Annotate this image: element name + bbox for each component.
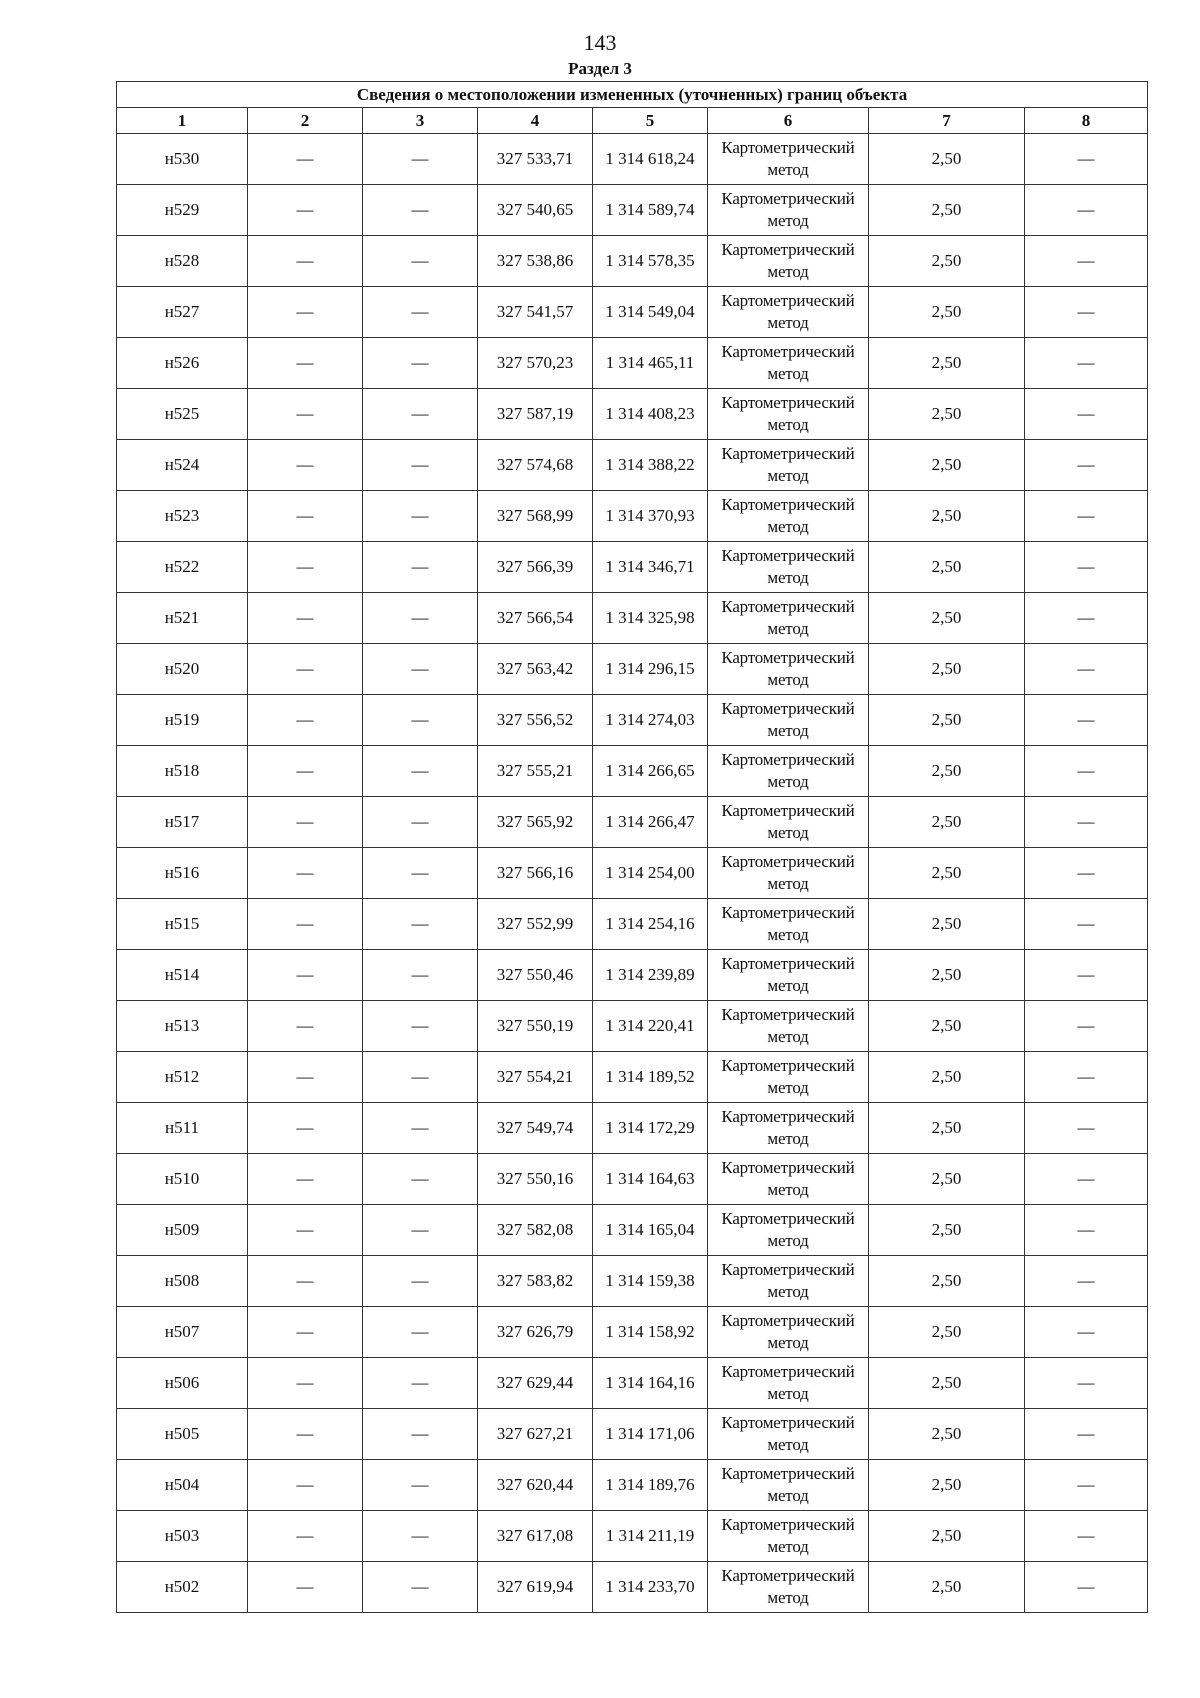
dash-cell: — — [248, 848, 363, 899]
dash-cell: — — [248, 338, 363, 389]
y-coordinate-cell: 1 314 159,38 — [593, 1256, 708, 1307]
method-cell: Картометрический метод — [708, 1154, 869, 1205]
point-id-cell: н520 — [117, 644, 248, 695]
point-id-cell: н523 — [117, 491, 248, 542]
dash-cell: — — [363, 1562, 478, 1613]
point-id-cell: н524 — [117, 440, 248, 491]
table-caption-row — [117, 82, 1148, 108]
x-coordinate-cell: 327 574,68 — [478, 440, 593, 491]
dash-cell: — — [1025, 1562, 1148, 1613]
dash-cell: — — [1025, 287, 1148, 338]
dash-cell: — — [1025, 746, 1148, 797]
column-header: 8 — [1025, 108, 1148, 134]
point-id-cell: н514 — [117, 950, 248, 1001]
y-coordinate-cell: 1 314 589,74 — [593, 185, 708, 236]
y-coordinate-cell: 1 314 165,04 — [593, 1205, 708, 1256]
method-cell: Картометрический метод — [708, 950, 869, 1001]
y-coordinate-cell: 1 314 164,16 — [593, 1358, 708, 1409]
method-cell: Картометрический метод — [708, 1103, 869, 1154]
table-row — [117, 1409, 1148, 1460]
table-row — [117, 899, 1148, 950]
point-id-cell: н511 — [117, 1103, 248, 1154]
dash-cell: — — [363, 185, 478, 236]
y-coordinate-cell: 1 314 239,89 — [593, 950, 708, 1001]
dash-cell: — — [248, 1307, 363, 1358]
point-id-cell: н516 — [117, 848, 248, 899]
table-row — [117, 1358, 1148, 1409]
table-row — [117, 542, 1148, 593]
point-id-cell: н506 — [117, 1358, 248, 1409]
dash-cell: — — [248, 797, 363, 848]
x-coordinate-cell: 327 556,52 — [478, 695, 593, 746]
accuracy-cell: 2,50 — [869, 1052, 1025, 1103]
method-cell: Картометрический метод — [708, 1052, 869, 1103]
method-cell: Картометрический метод — [708, 695, 869, 746]
accuracy-cell: 2,50 — [869, 797, 1025, 848]
method-cell: Картометрический метод — [708, 1511, 869, 1562]
table-row — [117, 644, 1148, 695]
x-coordinate-cell: 327 552,99 — [478, 899, 593, 950]
accuracy-cell: 2,50 — [869, 848, 1025, 899]
dash-cell: — — [1025, 644, 1148, 695]
point-id-cell: н517 — [117, 797, 248, 848]
dash-cell: — — [1025, 491, 1148, 542]
dash-cell: — — [363, 1103, 478, 1154]
dash-cell: — — [1025, 1001, 1148, 1052]
x-coordinate-cell: 327 626,79 — [478, 1307, 593, 1358]
accuracy-cell: 2,50 — [869, 899, 1025, 950]
dash-cell: — — [363, 389, 478, 440]
dash-cell: — — [1025, 389, 1148, 440]
table-row — [117, 1511, 1148, 1562]
dash-cell: — — [248, 1460, 363, 1511]
accuracy-cell: 2,50 — [869, 542, 1025, 593]
method-cell: Картометрический метод — [708, 899, 869, 950]
table-row — [117, 1460, 1148, 1511]
x-coordinate-cell: 327 563,42 — [478, 644, 593, 695]
y-coordinate-cell: 1 314 618,24 — [593, 134, 708, 185]
point-id-cell: н528 — [117, 236, 248, 287]
y-coordinate-cell: 1 314 266,65 — [593, 746, 708, 797]
y-coordinate-cell: 1 314 346,71 — [593, 542, 708, 593]
accuracy-cell: 2,50 — [869, 644, 1025, 695]
y-coordinate-cell: 1 314 296,15 — [593, 644, 708, 695]
point-id-cell: н510 — [117, 1154, 248, 1205]
y-coordinate-cell: 1 314 233,70 — [593, 1562, 708, 1613]
method-cell: Картометрический метод — [708, 491, 869, 542]
x-coordinate-cell: 327 627,21 — [478, 1409, 593, 1460]
dash-cell: — — [363, 797, 478, 848]
x-coordinate-cell: 327 554,21 — [478, 1052, 593, 1103]
dash-cell: — — [248, 1154, 363, 1205]
accuracy-cell: 2,50 — [869, 491, 1025, 542]
x-coordinate-cell: 327 619,94 — [478, 1562, 593, 1613]
dash-cell: — — [363, 1409, 478, 1460]
table-row — [117, 950, 1148, 1001]
x-coordinate-cell: 327 550,19 — [478, 1001, 593, 1052]
method-cell: Картометрический метод — [708, 1001, 869, 1052]
column-header: 4 — [478, 108, 593, 134]
y-coordinate-cell: 1 314 171,06 — [593, 1409, 708, 1460]
point-id-cell: н522 — [117, 542, 248, 593]
dash-cell: — — [1025, 1205, 1148, 1256]
point-id-cell: н513 — [117, 1001, 248, 1052]
dash-cell: — — [363, 440, 478, 491]
point-id-cell: н512 — [117, 1052, 248, 1103]
dash-cell: — — [1025, 899, 1148, 950]
accuracy-cell: 2,50 — [869, 1154, 1025, 1205]
dash-cell: — — [1025, 695, 1148, 746]
x-coordinate-cell: 327 550,46 — [478, 950, 593, 1001]
y-coordinate-cell: 1 314 189,52 — [593, 1052, 708, 1103]
accuracy-cell: 2,50 — [869, 440, 1025, 491]
dash-cell: — — [248, 1511, 363, 1562]
method-cell: Картометрический метод — [708, 389, 869, 440]
method-cell: Картометрический метод — [708, 593, 869, 644]
x-coordinate-cell: 327 533,71 — [478, 134, 593, 185]
dash-cell: — — [363, 236, 478, 287]
dash-cell: — — [248, 134, 363, 185]
accuracy-cell: 2,50 — [869, 1103, 1025, 1154]
dash-cell: — — [363, 287, 478, 338]
y-coordinate-cell: 1 314 274,03 — [593, 695, 708, 746]
x-coordinate-cell: 327 629,44 — [478, 1358, 593, 1409]
table-row — [117, 1256, 1148, 1307]
y-coordinate-cell: 1 314 254,00 — [593, 848, 708, 899]
method-cell: Картометрический метод — [708, 848, 869, 899]
dash-cell: — — [1025, 593, 1148, 644]
method-cell: Картометрический метод — [708, 644, 869, 695]
point-id-cell: н529 — [117, 185, 248, 236]
dash-cell: — — [1025, 1154, 1148, 1205]
dash-cell: — — [248, 695, 363, 746]
point-id-cell: н503 — [117, 1511, 248, 1562]
point-id-cell: н504 — [117, 1460, 248, 1511]
table-row — [117, 338, 1148, 389]
point-id-cell: н525 — [117, 389, 248, 440]
y-coordinate-cell: 1 314 172,29 — [593, 1103, 708, 1154]
accuracy-cell: 2,50 — [869, 1562, 1025, 1613]
point-id-cell: н508 — [117, 1256, 248, 1307]
method-cell: Картометрический метод — [708, 542, 869, 593]
y-coordinate-cell: 1 314 408,23 — [593, 389, 708, 440]
table-row — [117, 287, 1148, 338]
y-coordinate-cell: 1 314 465,11 — [593, 338, 708, 389]
dash-cell: — — [363, 1358, 478, 1409]
dash-cell: — — [248, 389, 363, 440]
table-row — [117, 695, 1148, 746]
method-cell: Картометрический метод — [708, 746, 869, 797]
dash-cell: — — [1025, 185, 1148, 236]
boundary-coordinates-table — [116, 81, 1148, 1613]
method-cell: Картометрический метод — [708, 1460, 869, 1511]
dash-cell: — — [363, 1205, 478, 1256]
dash-cell: — — [248, 287, 363, 338]
dash-cell: — — [363, 1001, 478, 1052]
x-coordinate-cell: 327 617,08 — [478, 1511, 593, 1562]
table-row — [117, 746, 1148, 797]
x-coordinate-cell: 327 540,65 — [478, 185, 593, 236]
accuracy-cell: 2,50 — [869, 1460, 1025, 1511]
y-coordinate-cell: 1 314 158,92 — [593, 1307, 708, 1358]
x-coordinate-cell: 327 555,21 — [478, 746, 593, 797]
dash-cell: — — [1025, 1052, 1148, 1103]
dash-cell: — — [248, 1409, 363, 1460]
dash-cell: — — [363, 1256, 478, 1307]
x-coordinate-cell: 327 538,86 — [478, 236, 593, 287]
y-coordinate-cell: 1 314 325,98 — [593, 593, 708, 644]
table-row — [117, 1154, 1148, 1205]
point-id-cell: н505 — [117, 1409, 248, 1460]
table-row — [117, 1052, 1148, 1103]
table-row — [117, 134, 1148, 185]
y-coordinate-cell: 1 314 254,16 — [593, 899, 708, 950]
accuracy-cell: 2,50 — [869, 695, 1025, 746]
dash-cell: — — [1025, 1307, 1148, 1358]
accuracy-cell: 2,50 — [869, 338, 1025, 389]
point-id-cell: н518 — [117, 746, 248, 797]
accuracy-cell: 2,50 — [869, 185, 1025, 236]
table-row — [117, 491, 1148, 542]
accuracy-cell: 2,50 — [869, 1307, 1025, 1358]
dash-cell: — — [248, 1205, 363, 1256]
x-coordinate-cell: 327 549,74 — [478, 1103, 593, 1154]
dash-cell: — — [248, 746, 363, 797]
accuracy-cell: 2,50 — [869, 389, 1025, 440]
point-id-cell: н526 — [117, 338, 248, 389]
column-header: 7 — [869, 108, 1025, 134]
accuracy-cell: 2,50 — [869, 1205, 1025, 1256]
dash-cell: — — [248, 593, 363, 644]
x-coordinate-cell: 327 587,19 — [478, 389, 593, 440]
method-cell: Картометрический метод — [708, 1307, 869, 1358]
dash-cell: — — [1025, 950, 1148, 1001]
x-coordinate-cell: 327 570,23 — [478, 338, 593, 389]
accuracy-cell: 2,50 — [869, 1358, 1025, 1409]
y-coordinate-cell: 1 314 266,47 — [593, 797, 708, 848]
dash-cell: — — [1025, 236, 1148, 287]
dash-cell: — — [1025, 797, 1148, 848]
page-number: 143 — [583, 30, 617, 55]
dash-cell: — — [363, 1460, 478, 1511]
method-cell: Картометрический метод — [708, 236, 869, 287]
method-cell: Картометрический метод — [708, 1409, 869, 1460]
dash-cell: — — [1025, 1256, 1148, 1307]
dash-cell: — — [248, 185, 363, 236]
dash-cell: — — [248, 1358, 363, 1409]
table-row — [117, 389, 1148, 440]
point-id-cell: н507 — [117, 1307, 248, 1358]
dash-cell: — — [248, 1001, 363, 1052]
dash-cell: — — [248, 1052, 363, 1103]
point-id-cell: н502 — [117, 1562, 248, 1613]
table-row — [117, 1205, 1148, 1256]
table-row — [117, 797, 1148, 848]
dash-cell: — — [248, 1103, 363, 1154]
table-row — [117, 848, 1148, 899]
table-row — [117, 1103, 1148, 1154]
point-id-cell: н530 — [117, 134, 248, 185]
y-coordinate-cell: 1 314 370,93 — [593, 491, 708, 542]
method-cell: Картометрический метод — [708, 1205, 869, 1256]
accuracy-cell: 2,50 — [869, 1409, 1025, 1460]
method-cell: Картометрический метод — [708, 1358, 869, 1409]
y-coordinate-cell: 1 314 578,35 — [593, 236, 708, 287]
dash-cell: — — [363, 1307, 478, 1358]
dash-cell: — — [363, 1154, 478, 1205]
dash-cell: — — [363, 542, 478, 593]
x-coordinate-cell: 327 566,16 — [478, 848, 593, 899]
table-row — [117, 1001, 1148, 1052]
y-coordinate-cell: 1 314 549,04 — [593, 287, 708, 338]
section-title: Раздел 3 — [568, 59, 632, 78]
accuracy-cell: 2,50 — [869, 287, 1025, 338]
point-id-cell: н521 — [117, 593, 248, 644]
y-coordinate-cell: 1 314 164,63 — [593, 1154, 708, 1205]
column-header: 6 — [708, 108, 869, 134]
column-header: 2 — [248, 108, 363, 134]
dash-cell: — — [363, 950, 478, 1001]
point-id-cell: н527 — [117, 287, 248, 338]
accuracy-cell: 2,50 — [869, 134, 1025, 185]
dash-cell: — — [363, 695, 478, 746]
x-coordinate-cell: 327 583,82 — [478, 1256, 593, 1307]
dash-cell: — — [1025, 542, 1148, 593]
dash-cell: — — [1025, 848, 1148, 899]
method-cell: Картометрический метод — [708, 1256, 869, 1307]
x-coordinate-cell: 327 582,08 — [478, 1205, 593, 1256]
dash-cell: — — [1025, 134, 1148, 185]
x-coordinate-cell: 327 620,44 — [478, 1460, 593, 1511]
dash-cell: — — [363, 134, 478, 185]
x-coordinate-cell: 327 566,54 — [478, 593, 593, 644]
dash-cell: — — [363, 593, 478, 644]
table-row — [117, 1307, 1148, 1358]
method-cell: Картометрический метод — [708, 338, 869, 389]
dash-cell: — — [1025, 1358, 1148, 1409]
y-coordinate-cell: 1 314 220,41 — [593, 1001, 708, 1052]
dash-cell: — — [363, 338, 478, 389]
dash-cell: — — [363, 899, 478, 950]
dash-cell: — — [363, 746, 478, 797]
accuracy-cell: 2,50 — [869, 1511, 1025, 1562]
dash-cell: — — [1025, 338, 1148, 389]
dash-cell: — — [248, 491, 363, 542]
dash-cell: — — [363, 491, 478, 542]
dash-cell: — — [248, 236, 363, 287]
accuracy-cell: 2,50 — [869, 593, 1025, 644]
table-header-row — [117, 108, 1148, 134]
dash-cell: — — [248, 440, 363, 491]
dash-cell: — — [1025, 1103, 1148, 1154]
table-body — [117, 134, 1148, 1613]
accuracy-cell: 2,50 — [869, 950, 1025, 1001]
x-coordinate-cell: 327 550,16 — [478, 1154, 593, 1205]
method-cell: Картометрический метод — [708, 440, 869, 491]
dash-cell: — — [248, 899, 363, 950]
dash-cell: — — [1025, 440, 1148, 491]
column-header: 1 — [117, 108, 248, 134]
table-row — [117, 1562, 1148, 1613]
accuracy-cell: 2,50 — [869, 1256, 1025, 1307]
method-cell: Картометрический метод — [708, 287, 869, 338]
accuracy-cell: 2,50 — [869, 746, 1025, 797]
method-cell: Картометрический метод — [708, 1562, 869, 1613]
table-row — [117, 236, 1148, 287]
dash-cell: — — [1025, 1511, 1148, 1562]
table-row — [117, 593, 1148, 644]
point-id-cell: н509 — [117, 1205, 248, 1256]
table-caption: Сведения о местоположении измененных (уточненных) границ объекта — [117, 82, 1148, 108]
dash-cell: — — [248, 1562, 363, 1613]
dash-cell: — — [248, 950, 363, 1001]
dash-cell: — — [1025, 1460, 1148, 1511]
point-id-cell: н515 — [117, 899, 248, 950]
dash-cell: — — [363, 1511, 478, 1562]
y-coordinate-cell: 1 314 189,76 — [593, 1460, 708, 1511]
x-coordinate-cell: 327 565,92 — [478, 797, 593, 848]
x-coordinate-cell: 327 566,39 — [478, 542, 593, 593]
accuracy-cell: 2,50 — [869, 236, 1025, 287]
dash-cell: — — [248, 542, 363, 593]
table-row — [117, 440, 1148, 491]
dash-cell: — — [363, 644, 478, 695]
dash-cell: — — [248, 1256, 363, 1307]
x-coordinate-cell: 327 568,99 — [478, 491, 593, 542]
y-coordinate-cell: 1 314 211,19 — [593, 1511, 708, 1562]
x-coordinate-cell: 327 541,57 — [478, 287, 593, 338]
dash-cell: — — [248, 644, 363, 695]
column-header: 3 — [363, 108, 478, 134]
dash-cell: — — [363, 848, 478, 899]
method-cell: Картометрический метод — [708, 797, 869, 848]
y-coordinate-cell: 1 314 388,22 — [593, 440, 708, 491]
dash-cell: — — [363, 1052, 478, 1103]
table-row — [117, 185, 1148, 236]
point-id-cell: н519 — [117, 695, 248, 746]
accuracy-cell: 2,50 — [869, 1001, 1025, 1052]
method-cell: Картометрический метод — [708, 185, 869, 236]
column-header: 5 — [593, 108, 708, 134]
method-cell: Картометрический метод — [708, 134, 869, 185]
dash-cell: — — [1025, 1409, 1148, 1460]
